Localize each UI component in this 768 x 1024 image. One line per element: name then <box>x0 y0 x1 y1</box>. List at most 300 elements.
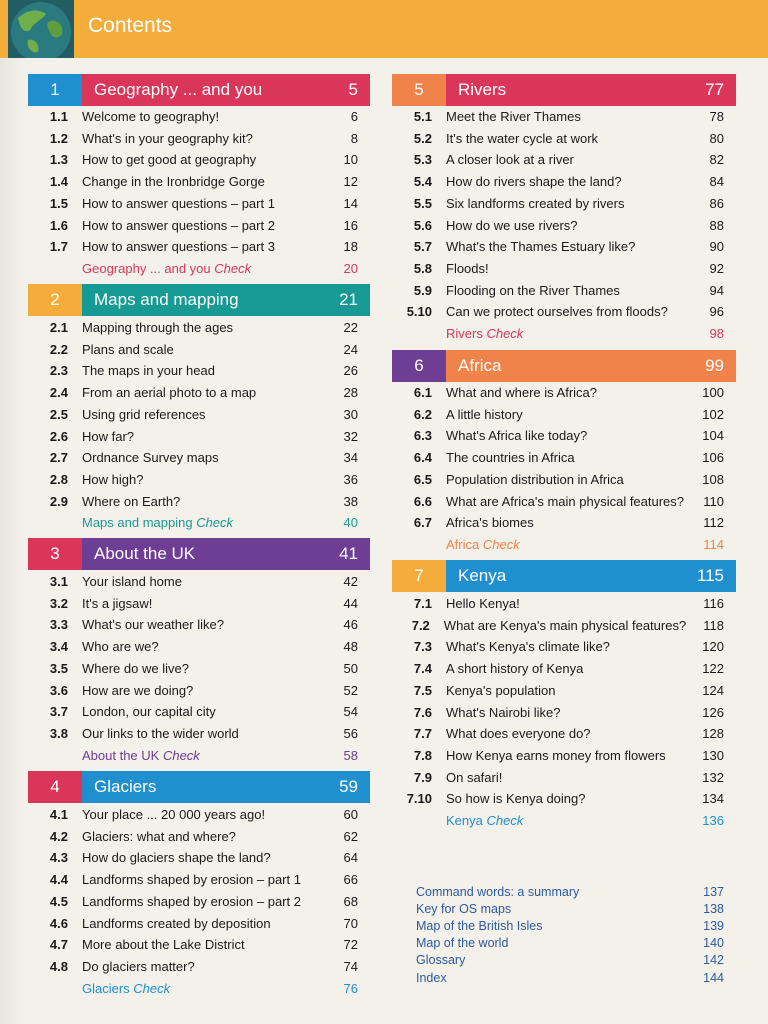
section-number: 6.6 <box>413 493 432 509</box>
section-title: Can we protect ourselves from floods? <box>446 304 668 320</box>
check-word: Check <box>486 813 524 828</box>
check-page: 136 <box>702 813 724 828</box>
chapter-title: Glaciers <box>94 777 157 796</box>
check-title <box>82 981 318 996</box>
section-entry[interactable] <box>28 317 358 338</box>
appendix-title: Map of the British Isles <box>416 918 543 933</box>
globe-icon <box>8 0 74 58</box>
section-number: 3.7 <box>49 704 68 720</box>
section-title: What and where is Africa? <box>446 385 598 400</box>
section-number: 4.1 <box>49 807 68 822</box>
chapter-title: Africa <box>458 356 502 375</box>
check-prefix: Geography ... and you <box>82 260 215 276</box>
section-entry[interactable] <box>28 869 358 890</box>
section-entry[interactable] <box>28 193 358 214</box>
section-entry[interactable] <box>28 636 358 657</box>
section-entry[interactable] <box>392 106 724 127</box>
section-title: Landforms created by deposition <box>82 915 271 931</box>
chapter-title: Rivers <box>458 80 507 99</box>
chapter-heading[interactable] <box>28 74 370 106</box>
section-page: 28 <box>343 385 358 401</box>
check-word: Check <box>486 326 524 341</box>
check-word: Check <box>482 536 520 552</box>
section-entry[interactable] <box>392 236 724 257</box>
section-number: 5.4 <box>413 174 432 190</box>
section-page: 108 <box>702 471 724 487</box>
section-page: 38 <box>343 493 358 509</box>
section-entry[interactable] <box>28 701 358 722</box>
check-page: 114 <box>703 536 724 552</box>
check-prefix: Glaciers <box>82 980 134 996</box>
section-number: 3.2 <box>49 595 68 611</box>
section-page: 126 <box>702 704 724 720</box>
check-word: Check <box>196 515 234 531</box>
section-number: 4.4 <box>49 872 68 888</box>
section-entry[interactable] <box>392 636 724 657</box>
section-title: Floods! <box>446 260 489 276</box>
chapter-check-link[interactable] <box>82 745 358 766</box>
section-page: 68 <box>343 893 358 909</box>
section-title: More about the Lake District <box>82 937 245 953</box>
check-title <box>82 261 318 276</box>
section-title: Who are we? <box>82 639 159 655</box>
section-number: 5.5 <box>413 195 432 211</box>
section-entry[interactable] <box>28 614 358 635</box>
section-title: What are Africa's main physical features? <box>445 493 685 509</box>
section-title: How Kenya earns money from flowers <box>446 747 666 763</box>
section-page: 96 <box>709 304 724 320</box>
section-title: Plans and scale <box>82 341 174 357</box>
section-entry[interactable] <box>392 149 724 170</box>
section-title: How to answer questions – part 1 <box>82 195 275 211</box>
section-entry[interactable] <box>28 106 358 127</box>
section-page: 128 <box>702 726 724 742</box>
section-number: 2.1 <box>49 320 68 335</box>
section-page: 134 <box>702 791 724 807</box>
appendix-entry[interactable] <box>416 900 724 917</box>
section-title: Population distribution in Africa <box>446 471 624 487</box>
section-number: 4.3 <box>49 850 68 866</box>
section-entry[interactable] <box>28 360 358 381</box>
section-number: 2.8 <box>49 471 68 487</box>
section-entry[interactable] <box>392 382 724 403</box>
section-page: 24 <box>343 341 358 357</box>
check-prefix: Rivers <box>446 326 487 341</box>
section-title: Glaciers: what and where? <box>82 828 236 844</box>
section-page: 74 <box>343 958 358 974</box>
chapter-title: Maps and mapping <box>94 290 239 309</box>
section-page: 6 <box>350 109 358 124</box>
chapter-page: 21 <box>339 290 358 309</box>
section-title: Landforms shaped by erosion – part 2 <box>82 893 301 909</box>
section-entry[interactable] <box>392 469 724 490</box>
section-entry[interactable] <box>392 745 724 766</box>
section-entry[interactable] <box>392 593 724 614</box>
section-page: 116 <box>703 596 724 611</box>
section-number: 1.6 <box>49 217 68 233</box>
section-number: 1.7 <box>49 239 68 255</box>
appendix-title: Command words: a summary <box>416 884 580 899</box>
section-entry[interactable] <box>392 215 724 236</box>
section-number: 2.2 <box>49 341 68 357</box>
section-page: 132 <box>702 769 724 785</box>
section-title: How to answer questions – part 2 <box>82 217 275 233</box>
appendix-page: 144 <box>703 970 724 985</box>
check-page: 40 <box>343 515 358 531</box>
section-title: Our links to the wider world <box>82 725 239 741</box>
section-number: 7.4 <box>413 661 432 677</box>
section-title: Meet the River Thames <box>446 109 581 124</box>
section-page: 88 <box>709 217 724 233</box>
section-page: 112 <box>703 515 724 531</box>
section-entry[interactable] <box>392 702 724 723</box>
section-page: 86 <box>709 195 724 211</box>
section-number: 2.9 <box>49 493 68 509</box>
section-title: Six landforms created by rivers <box>446 195 625 211</box>
section-number: 6.1 <box>413 385 432 400</box>
section-page: 18 <box>343 239 358 255</box>
section-page: 34 <box>343 450 358 466</box>
check-page: 58 <box>343 747 358 763</box>
section-page: 22 <box>343 320 358 335</box>
section-title: It's the water cycle at work <box>446 130 599 146</box>
section-entry[interactable] <box>392 128 724 149</box>
check-page: 76 <box>343 980 358 996</box>
section-number: 3.4 <box>49 639 68 655</box>
section-entry[interactable] <box>28 382 358 403</box>
check-title <box>446 326 684 341</box>
section-entry[interactable] <box>28 404 358 425</box>
chapter-heading[interactable] <box>392 74 736 106</box>
section-page: 104 <box>702 428 724 444</box>
chapter-number: 1 <box>28 74 82 106</box>
chapter-number: 2 <box>28 284 82 316</box>
chapter-number: 6 <box>392 350 446 382</box>
section-title: What's in your geography kit? <box>82 130 253 146</box>
section-entry[interactable] <box>28 215 358 236</box>
section-title: How high? <box>82 471 144 487</box>
section-entry[interactable] <box>28 339 358 360</box>
section-entry[interactable] <box>28 934 358 955</box>
section-entry[interactable] <box>392 171 724 192</box>
chapter-check-link[interactable] <box>82 512 358 533</box>
section-entry[interactable] <box>392 404 724 425</box>
section-title: Where do we live? <box>82 660 189 676</box>
chapter-heading[interactable] <box>28 538 370 570</box>
section-number: 3.5 <box>49 660 68 676</box>
section-title: Change in the Ironbridge Gorge <box>82 174 265 190</box>
section-title: London, our capital city <box>82 704 216 720</box>
section-entry[interactable] <box>392 258 724 279</box>
section-entry[interactable] <box>28 171 358 192</box>
section-number: 1.2 <box>49 130 68 146</box>
section-page: 10 <box>343 152 358 168</box>
section-number: 6.7 <box>413 515 432 531</box>
chapter-number: 5 <box>392 74 446 106</box>
section-number: 7.2 <box>411 617 430 633</box>
section-number: 4.6 <box>49 915 68 931</box>
section-number: 6.2 <box>413 406 432 422</box>
section-entry[interactable] <box>28 804 358 825</box>
section-number: 7.5 <box>413 682 432 698</box>
section-page: 124 <box>702 682 724 698</box>
chapter-title: Geography ... and you <box>94 80 263 99</box>
section-title: What's Kenya's climate like? <box>446 639 610 655</box>
section-page: 94 <box>709 282 724 298</box>
section-page: 52 <box>343 682 358 698</box>
chapter-page: 77 <box>705 80 724 99</box>
section-title: Welcome to geography! <box>82 109 220 124</box>
section-title: Mapping through the ages <box>82 320 234 335</box>
check-word: Check <box>133 980 171 996</box>
section-number: 3.6 <box>49 682 68 698</box>
appendix-entry[interactable] <box>416 952 724 969</box>
section-title: A closer look at a river <box>446 152 574 168</box>
section-entry[interactable] <box>28 593 358 614</box>
check-title <box>446 537 684 552</box>
check-word: Check <box>214 260 252 276</box>
section-entry[interactable] <box>28 447 358 468</box>
appendix-page: 142 <box>703 953 724 968</box>
chapter-page: 115 <box>696 566 724 585</box>
chapter-page: 59 <box>339 777 358 796</box>
check-page: 20 <box>343 260 358 276</box>
section-page: 54 <box>343 704 358 720</box>
section-title: How do rivers shape the land? <box>446 174 622 190</box>
section-number: 1.1 <box>49 109 68 124</box>
section-entry[interactable] <box>28 128 358 149</box>
header-bar <box>0 0 768 58</box>
section-title: How to answer questions – part 3 <box>82 239 275 255</box>
appendix-title: Glossary <box>416 953 466 968</box>
section-entry[interactable] <box>392 680 724 701</box>
appendix-entry[interactable] <box>416 917 724 934</box>
page-binding-edge <box>0 0 24 1024</box>
section-entry[interactable] <box>28 491 358 512</box>
section-title: What does everyone do? <box>446 726 591 742</box>
section-number: 5.6 <box>413 217 432 233</box>
section-title: It's a jigsaw! <box>82 595 153 611</box>
section-page: 26 <box>343 363 358 379</box>
chapter-heading[interactable] <box>392 560 736 592</box>
section-page: 82 <box>709 152 724 168</box>
chapter-check-link[interactable] <box>446 323 724 344</box>
section-entry[interactable] <box>28 847 358 868</box>
chapter-heading[interactable] <box>28 284 370 316</box>
section-page: 56 <box>343 725 358 741</box>
section-entry[interactable] <box>392 491 724 512</box>
chapter-number: 4 <box>28 771 82 803</box>
chapter-page: 5 <box>348 80 358 99</box>
section-title: Your place ... 20 000 years ago! <box>82 807 266 822</box>
section-number: 5.9 <box>413 282 432 298</box>
section-entry[interactable] <box>392 767 724 788</box>
section-page: 48 <box>343 639 358 655</box>
section-title: Landforms shaped by erosion – part 1 <box>82 872 301 888</box>
section-number: 6.4 <box>413 450 432 466</box>
section-page: 102 <box>702 406 724 422</box>
section-number: 5.7 <box>413 239 432 255</box>
section-page: 80 <box>709 130 724 146</box>
section-number: 4.2 <box>49 828 68 844</box>
check-prefix: About the UK <box>82 747 163 763</box>
section-page: 70 <box>343 915 358 931</box>
section-page: 8 <box>350 130 358 146</box>
section-entry[interactable] <box>392 788 724 809</box>
check-title <box>82 515 318 530</box>
section-title: How do glaciers shape the land? <box>82 850 271 866</box>
appendix-page: 139 <box>703 918 724 933</box>
section-page: 122 <box>702 661 724 677</box>
section-title: Where on Earth? <box>82 493 181 509</box>
section-entry[interactable] <box>28 956 358 977</box>
chapter-number: 3 <box>28 538 82 570</box>
section-number: 1.4 <box>49 174 68 190</box>
section-page: 92 <box>709 260 724 276</box>
section-title: Hello Kenya! <box>446 596 520 611</box>
section-entry[interactable] <box>28 680 358 701</box>
chapter-number: 7 <box>392 560 446 592</box>
section-entry[interactable] <box>392 425 724 446</box>
section-title: Ordnance Survey maps <box>82 450 219 466</box>
appendix-title: Index <box>416 970 447 985</box>
section-page: 36 <box>343 471 358 487</box>
section-number: 7.6 <box>413 704 432 720</box>
section-entry[interactable] <box>28 426 358 447</box>
chapter-page: 99 <box>705 356 724 375</box>
check-word: Check <box>162 747 200 763</box>
section-title: What's the Thames Estuary like? <box>446 239 636 255</box>
check-prefix: Kenya <box>446 813 487 828</box>
section-number: 6.5 <box>413 471 432 487</box>
section-entry[interactable] <box>392 615 724 636</box>
section-title: Flooding on the River Thames <box>446 282 620 298</box>
section-title: How to get good at geography <box>82 152 257 168</box>
section-page: 84 <box>709 174 724 190</box>
section-page: 100 <box>702 385 724 400</box>
chapter-check-link[interactable] <box>82 978 358 999</box>
section-number: 4.5 <box>49 893 68 909</box>
section-page: 130 <box>702 747 724 763</box>
section-entry[interactable] <box>28 826 358 847</box>
section-title: Do glaciers matter? <box>82 958 195 974</box>
section-number: 3.3 <box>49 617 68 633</box>
section-page: 118 <box>703 617 724 633</box>
section-number: 2.4 <box>49 385 68 401</box>
section-page: 64 <box>343 850 358 866</box>
section-number: 7.1 <box>413 596 432 611</box>
section-number: 5.1 <box>413 109 432 124</box>
chapter-page: 41 <box>339 544 358 563</box>
section-number: 7.3 <box>413 639 432 655</box>
section-entry[interactable] <box>28 913 358 934</box>
section-entry[interactable] <box>392 658 724 679</box>
check-prefix: Africa <box>446 536 483 552</box>
section-page: 120 <box>702 639 724 655</box>
section-page: 78 <box>709 109 724 124</box>
section-title: What's Nairobi like? <box>446 704 561 720</box>
check-page: 98 <box>709 326 724 341</box>
section-entry[interactable] <box>28 149 358 170</box>
section-title: What's Africa like today? <box>446 428 588 444</box>
appendix-page: 138 <box>703 901 724 916</box>
section-number: 2.5 <box>49 406 68 422</box>
section-number: 7.10 <box>406 791 432 807</box>
section-page: 30 <box>343 406 358 422</box>
section-entry[interactable] <box>392 301 724 322</box>
section-title: How do we use rivers? <box>446 217 578 233</box>
appendix-entry[interactable] <box>416 969 724 986</box>
section-page: 66 <box>343 872 358 888</box>
section-title: Your island home <box>82 574 182 589</box>
section-entry[interactable] <box>392 512 724 533</box>
section-number: 7.9 <box>413 769 432 785</box>
section-title: So how is Kenya doing? <box>446 791 586 807</box>
section-entry[interactable] <box>28 723 358 744</box>
section-title: Africa's biomes <box>446 515 534 531</box>
section-page: 62 <box>343 828 358 844</box>
section-entry[interactable] <box>392 447 724 468</box>
section-number: 5.2 <box>413 130 432 146</box>
section-page: 12 <box>343 174 358 190</box>
chapter-check-link[interactable] <box>82 258 358 279</box>
section-entry[interactable] <box>28 571 358 592</box>
section-number: 6.3 <box>413 428 432 444</box>
section-entry[interactable] <box>28 658 358 679</box>
chapter-heading[interactable] <box>28 771 370 803</box>
appendix-entry[interactable] <box>416 883 724 900</box>
section-page: 42 <box>343 574 358 589</box>
section-entry[interactable] <box>392 193 724 214</box>
appendix-entry[interactable] <box>416 935 724 952</box>
section-page: 32 <box>343 428 358 444</box>
check-title <box>82 748 318 763</box>
appendix-page: 137 <box>703 884 724 899</box>
section-title: Kenya's population <box>446 682 556 698</box>
section-page: 72 <box>343 937 358 953</box>
section-entry[interactable] <box>28 469 358 490</box>
section-page: 106 <box>702 450 724 466</box>
chapter-title: Kenya <box>458 566 507 585</box>
section-number: 2.7 <box>49 450 68 466</box>
section-number: 5.8 <box>413 260 432 276</box>
section-number: 7.8 <box>413 747 432 763</box>
section-number: 2.3 <box>49 363 68 379</box>
section-entry[interactable] <box>392 280 724 301</box>
page-title: Contents <box>88 14 173 37</box>
section-title: How are we doing? <box>82 682 194 698</box>
chapter-heading[interactable] <box>392 350 736 382</box>
section-page: 50 <box>343 660 358 676</box>
section-number: 2.6 <box>49 428 68 444</box>
section-entry[interactable] <box>28 236 358 257</box>
section-number: 3.1 <box>49 574 68 589</box>
section-title: The maps in your head <box>82 363 215 379</box>
chapter-check-link[interactable] <box>446 534 724 555</box>
section-number: 5.3 <box>413 152 432 168</box>
appendix-title: Key for OS maps <box>416 901 512 916</box>
section-title: From an aerial photo to a map <box>82 385 257 401</box>
chapter-check-link[interactable] <box>446 810 724 831</box>
section-entry[interactable] <box>392 723 724 744</box>
check-title <box>446 813 684 828</box>
section-title: How far? <box>82 428 135 444</box>
section-entry[interactable] <box>28 891 358 912</box>
appendix-title: Map of the world <box>416 936 509 951</box>
section-page: 60 <box>343 807 358 822</box>
section-page: 46 <box>343 617 358 633</box>
section-number: 4.7 <box>49 937 68 953</box>
